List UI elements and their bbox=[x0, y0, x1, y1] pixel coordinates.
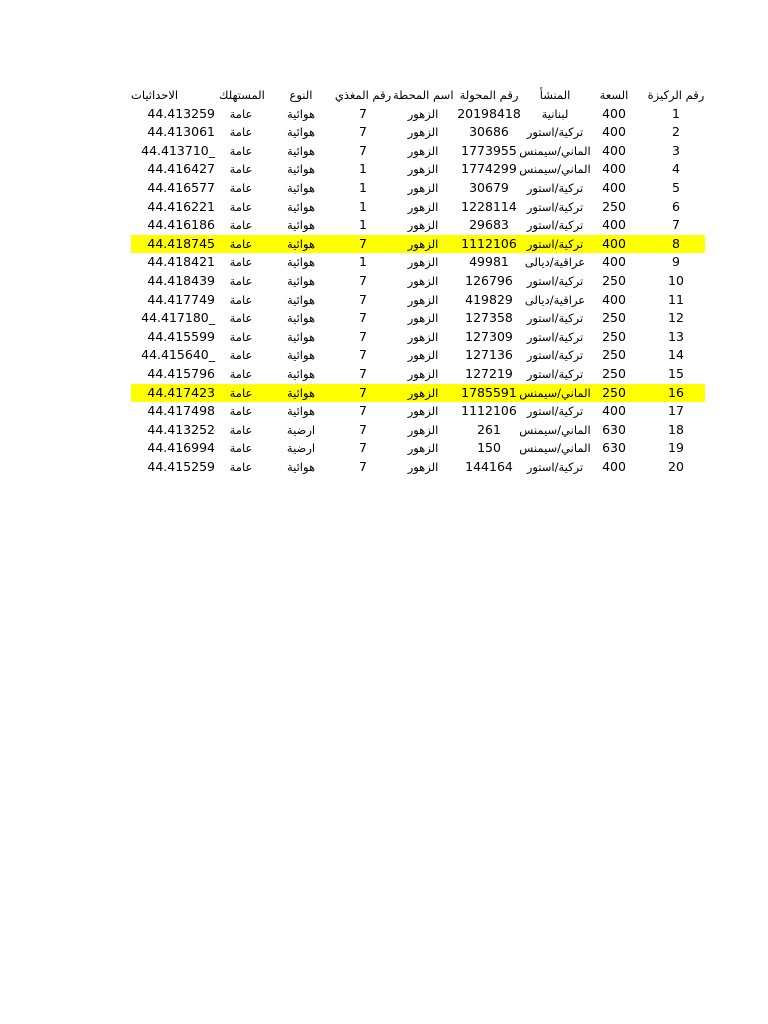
cell-feeder-number[interactable]: 1 bbox=[359, 161, 367, 177]
cell-station-name[interactable]: الزهور bbox=[407, 459, 439, 474]
cell-transformer-number[interactable]: 30686 bbox=[469, 124, 509, 140]
cell-capacity[interactable]: 400 bbox=[602, 235, 626, 251]
table-row bbox=[131, 216, 705, 235]
cell-transformer-number[interactable]: 1773955 bbox=[461, 142, 517, 158]
cell-station-name[interactable]: الزهور bbox=[407, 292, 439, 307]
cell-station-name[interactable]: الزهور bbox=[407, 218, 439, 233]
table-row bbox=[131, 160, 705, 179]
cell-type[interactable]: هوائية bbox=[286, 404, 316, 419]
cell-capacity[interactable]: 630 bbox=[602, 440, 626, 456]
cell-coordinates[interactable]: 44.413252 bbox=[147, 421, 215, 437]
cell-coordinates[interactable]: 44.413061 bbox=[147, 124, 215, 140]
cell-station-name[interactable]: الزهور bbox=[407, 422, 439, 437]
table-row bbox=[131, 198, 705, 217]
cell-pole-number[interactable]: 4 bbox=[672, 161, 680, 177]
cell-station-name[interactable]: الزهور bbox=[407, 162, 439, 177]
cell-station-name[interactable]: الزهور bbox=[407, 404, 439, 419]
cell-coordinates[interactable]: 44.418439 bbox=[147, 272, 215, 288]
cell-consumer[interactable]: عامة bbox=[229, 162, 253, 177]
cell-feeder-number[interactable]: 7 bbox=[359, 384, 367, 400]
cell-origin[interactable]: تركية/استور bbox=[526, 273, 584, 288]
cell-origin[interactable]: لبنانية bbox=[541, 106, 569, 121]
cell-coordinates[interactable]: 44.417749 bbox=[147, 291, 215, 307]
cell-station-name[interactable]: الزهور bbox=[407, 329, 439, 344]
cell-type[interactable]: هوائية bbox=[286, 348, 316, 363]
cell-origin[interactable]: تركية/استور bbox=[526, 199, 584, 214]
cell-feeder-number[interactable]: 1 bbox=[359, 217, 367, 233]
cell-transformer-number[interactable]: 1112106 bbox=[461, 403, 517, 419]
cell-pole-number[interactable]: 17 bbox=[668, 403, 684, 419]
cell-coordinates[interactable]: 44.417498 bbox=[147, 403, 215, 419]
cell-pole-number[interactable]: 13 bbox=[668, 328, 684, 344]
cell-pole-number[interactable]: 18 bbox=[668, 421, 684, 437]
cell-capacity[interactable]: 250 bbox=[602, 328, 626, 344]
cell-transformer-number[interactable]: 127219 bbox=[465, 365, 513, 381]
cell-consumer[interactable]: عامة bbox=[229, 311, 253, 326]
cell-consumer[interactable]: عامة bbox=[229, 143, 253, 158]
table-row bbox=[131, 439, 705, 458]
cell-type[interactable]: ارضية bbox=[286, 422, 316, 437]
cell-consumer[interactable]: عامة bbox=[229, 366, 253, 381]
cell-feeder-number[interactable]: 7 bbox=[359, 124, 367, 140]
cell-origin[interactable]: عراقية/ديالى bbox=[524, 255, 586, 270]
cell-station-name[interactable]: الزهور bbox=[407, 125, 439, 140]
cell-capacity[interactable]: 250 bbox=[602, 272, 626, 288]
cell-pole-number[interactable]: 3 bbox=[672, 142, 680, 158]
header-feeder-number[interactable]: رقم المغذي bbox=[334, 88, 392, 102]
cell-type[interactable]: هوائية bbox=[286, 366, 316, 381]
cell-origin[interactable]: عراقية/ديالى bbox=[524, 292, 586, 307]
table-row bbox=[131, 142, 705, 161]
cell-pole-number[interactable]: 14 bbox=[668, 347, 684, 363]
table-row bbox=[131, 291, 705, 310]
cell-type[interactable]: هوائية bbox=[286, 199, 316, 214]
cell-origin[interactable]: تركية/استور bbox=[526, 366, 584, 381]
header-station-name[interactable]: اسم المحطة bbox=[393, 88, 454, 102]
cell-station-name[interactable]: الزهور bbox=[407, 106, 439, 121]
cell-consumer[interactable]: عامة bbox=[229, 236, 253, 251]
cell-capacity[interactable]: 630 bbox=[602, 421, 626, 437]
cell-consumer[interactable]: عامة bbox=[229, 218, 253, 233]
cell-origin[interactable]: الماني/سيمنس bbox=[519, 162, 591, 177]
cell-coordinates[interactable]: 44.416427 bbox=[147, 161, 215, 177]
cell-coordinates[interactable]: 44.415796 bbox=[147, 365, 215, 381]
cell-feeder-number[interactable]: 7 bbox=[359, 105, 367, 121]
cell-consumer[interactable]: عامة bbox=[229, 385, 253, 400]
cell-consumer[interactable]: عامة bbox=[229, 441, 253, 456]
cell-capacity[interactable]: 400 bbox=[602, 161, 626, 177]
cell-transformer-number[interactable]: 1228114 bbox=[461, 198, 517, 214]
cell-origin[interactable]: تركية/استور bbox=[526, 218, 584, 233]
cell-capacity[interactable]: 400 bbox=[602, 179, 626, 195]
cell-coordinates[interactable]: 44.415599 bbox=[147, 328, 215, 344]
cell-feeder-number[interactable]: 7 bbox=[359, 347, 367, 363]
cell-consumer[interactable]: عامة bbox=[229, 422, 253, 437]
cell-transformer-number[interactable]: 1774299 bbox=[461, 161, 517, 177]
cell-pole-number[interactable]: 1 bbox=[672, 105, 680, 121]
cell-coordinates[interactable]: 44.413259 bbox=[147, 105, 215, 121]
cell-pole-number[interactable]: 2 bbox=[672, 124, 680, 140]
table-row bbox=[131, 253, 705, 272]
cell-type[interactable]: هوائية bbox=[286, 273, 316, 288]
table-row bbox=[131, 328, 705, 347]
cell-pole-number[interactable]: 7 bbox=[672, 217, 680, 233]
cell-origin[interactable]: تركية/استور bbox=[526, 404, 584, 419]
cell-coordinates[interactable]: 44.418421 bbox=[147, 254, 215, 270]
cell-feeder-number[interactable]: 7 bbox=[359, 272, 367, 288]
cell-consumer[interactable]: عامة bbox=[229, 125, 253, 140]
header-type[interactable]: النوع bbox=[289, 88, 313, 102]
cell-type[interactable]: هوائية bbox=[286, 125, 316, 140]
cell-type[interactable]: هوائية bbox=[286, 236, 316, 251]
table-row bbox=[131, 365, 705, 384]
cell-capacity[interactable]: 400 bbox=[602, 403, 626, 419]
cell-capacity[interactable]: 400 bbox=[602, 217, 626, 233]
table-row bbox=[131, 179, 705, 198]
cell-origin[interactable]: الماني/سيمنس bbox=[519, 143, 591, 158]
cell-capacity[interactable]: 400 bbox=[602, 105, 626, 121]
header-row bbox=[131, 86, 705, 105]
cell-consumer[interactable]: عامة bbox=[229, 199, 253, 214]
cell-station-name[interactable]: الزهور bbox=[407, 255, 439, 270]
table-row bbox=[131, 346, 705, 365]
cell-consumer[interactable]: عامة bbox=[229, 459, 253, 474]
cell-origin[interactable]: تركية/استور bbox=[526, 459, 584, 474]
cell-feeder-number[interactable]: 7 bbox=[359, 328, 367, 344]
cell-station-name[interactable]: الزهور bbox=[407, 348, 439, 363]
cell-station-name[interactable]: الزهور bbox=[407, 180, 439, 195]
cell-origin[interactable]: تركية/استور bbox=[526, 236, 584, 251]
cell-transformer-number[interactable]: 144164 bbox=[465, 458, 513, 474]
cell-capacity[interactable]: 400 bbox=[602, 291, 626, 307]
cell-type[interactable]: هوائية bbox=[286, 218, 316, 233]
cell-transformer-number[interactable]: 127136 bbox=[465, 347, 513, 363]
header-origin[interactable]: المنشأ bbox=[539, 88, 571, 102]
cell-feeder-number[interactable]: 7 bbox=[359, 291, 367, 307]
cell-station-name[interactable]: الزهور bbox=[407, 199, 439, 214]
cell-transformer-number[interactable]: 49981 bbox=[469, 254, 509, 270]
cell-capacity[interactable]: 250 bbox=[602, 198, 626, 214]
header-transformer-number[interactable]: رقم المحولة bbox=[459, 88, 519, 102]
cell-origin[interactable]: تركية/استور bbox=[526, 348, 584, 363]
cell-pole-number[interactable]: 8 bbox=[672, 235, 680, 251]
cell-station-name[interactable]: الزهور bbox=[407, 236, 439, 251]
cell-feeder-number[interactable]: 7 bbox=[359, 440, 367, 456]
cell-capacity[interactable]: 250 bbox=[602, 310, 626, 326]
cell-pole-number[interactable]: 19 bbox=[668, 440, 684, 456]
table-row bbox=[131, 421, 705, 440]
cell-consumer[interactable]: عامة bbox=[229, 329, 253, 344]
cell-transformer-number[interactable]: 126796 bbox=[465, 272, 513, 288]
cell-origin[interactable]: تركية/استور bbox=[526, 311, 584, 326]
cell-pole-number[interactable]: 12 bbox=[668, 310, 684, 326]
cell-pole-number[interactable]: 16 bbox=[668, 384, 684, 400]
cell-feeder-number[interactable]: 7 bbox=[359, 458, 367, 474]
cell-type[interactable]: هوائية bbox=[286, 143, 316, 158]
cell-consumer[interactable]: عامة bbox=[229, 404, 253, 419]
cell-coordinates[interactable]: 44.417423 bbox=[147, 384, 215, 400]
table-body bbox=[131, 105, 705, 477]
cell-capacity[interactable]: 400 bbox=[602, 254, 626, 270]
cell-feeder-number[interactable]: 7 bbox=[359, 421, 367, 437]
cell-capacity[interactable]: 250 bbox=[602, 365, 626, 381]
cell-feeder-number[interactable]: 7 bbox=[359, 310, 367, 326]
cell-transformer-number[interactable]: 30679 bbox=[469, 179, 509, 195]
cell-capacity[interactable]: 400 bbox=[602, 124, 626, 140]
table-row bbox=[131, 309, 705, 328]
cell-coordinates[interactable]: 44.415259 bbox=[147, 458, 215, 474]
cell-type[interactable]: هوائية bbox=[286, 292, 316, 307]
cell-pole-number[interactable]: 11 bbox=[668, 291, 684, 307]
cell-pole-number[interactable]: 20 bbox=[668, 458, 684, 474]
cell-origin[interactable]: تركية/استور bbox=[526, 125, 584, 140]
cell-feeder-number[interactable]: 1 bbox=[359, 254, 367, 270]
cell-transformer-number[interactable]: 419829 bbox=[465, 291, 513, 307]
cell-transformer-number[interactable]: 127358 bbox=[465, 310, 513, 326]
cell-transformer-number[interactable]: 127309 bbox=[465, 328, 513, 344]
cell-consumer[interactable]: عامة bbox=[229, 348, 253, 363]
cell-coordinates[interactable]: 44.418745 bbox=[147, 235, 215, 251]
cell-pole-number[interactable]: 15 bbox=[668, 365, 684, 381]
cell-transformer-number[interactable]: 261 bbox=[477, 421, 501, 437]
cell-transformer-number[interactable]: 1112106 bbox=[461, 235, 517, 251]
table-row bbox=[131, 402, 705, 421]
cell-transformer-number[interactable]: 20198418 bbox=[457, 105, 521, 121]
spreadsheet-table bbox=[131, 86, 705, 476]
cell-capacity[interactable]: 250 bbox=[602, 384, 626, 400]
cell-transformer-number[interactable]: 29683 bbox=[469, 217, 509, 233]
cell-type[interactable]: هوائية bbox=[286, 459, 316, 474]
cell-coordinates[interactable]: 44.416577 bbox=[147, 179, 215, 195]
cell-origin[interactable]: الماني/سيمنس bbox=[519, 441, 591, 456]
cell-pole-number[interactable]: 10 bbox=[668, 272, 684, 288]
cell-consumer[interactable]: عامة bbox=[229, 273, 253, 288]
cell-coordinates[interactable]: 44.417180_ bbox=[141, 310, 215, 326]
cell-type[interactable]: هوائية bbox=[286, 106, 316, 121]
cell-consumer[interactable]: عامة bbox=[229, 255, 253, 270]
cell-feeder-number[interactable]: 7 bbox=[359, 142, 367, 158]
cell-pole-number[interactable]: 6 bbox=[672, 198, 680, 214]
table-row bbox=[131, 235, 705, 254]
cell-feeder-number[interactable]: 1 bbox=[359, 198, 367, 214]
cell-capacity[interactable]: 400 bbox=[602, 458, 626, 474]
cell-station-name[interactable]: الزهور bbox=[407, 441, 439, 456]
cell-coordinates[interactable]: 44.416221 bbox=[147, 198, 215, 214]
cell-station-name[interactable]: الزهور bbox=[407, 385, 439, 400]
cell-station-name[interactable]: الزهور bbox=[407, 366, 439, 381]
cell-capacity[interactable]: 250 bbox=[602, 347, 626, 363]
cell-origin[interactable]: الماني/سيمنس bbox=[519, 422, 591, 437]
table-row bbox=[131, 384, 705, 403]
cell-transformer-number[interactable]: 150 bbox=[477, 440, 501, 456]
cell-consumer[interactable]: عامة bbox=[229, 180, 253, 195]
header-pole-number[interactable]: رقم الركيزة bbox=[647, 88, 705, 102]
header-consumer[interactable]: المستهلك bbox=[219, 88, 265, 102]
table-row bbox=[131, 272, 705, 291]
cell-type[interactable]: هوائية bbox=[286, 255, 316, 270]
cell-origin[interactable]: تركية/استور bbox=[526, 329, 584, 344]
cell-origin[interactable]: تركية/استور bbox=[526, 180, 584, 195]
cell-coordinates[interactable]: 44.415640_ bbox=[141, 347, 215, 363]
cell-capacity[interactable]: 400 bbox=[602, 142, 626, 158]
cell-coordinates[interactable]: 44.413710_ bbox=[141, 142, 215, 158]
cell-feeder-number[interactable]: 7 bbox=[359, 403, 367, 419]
header-capacity[interactable]: السعة bbox=[599, 88, 629, 102]
table-row bbox=[131, 105, 705, 124]
cell-feeder-number[interactable]: 7 bbox=[359, 235, 367, 251]
cell-type[interactable]: هوائية bbox=[286, 385, 316, 400]
cell-station-name[interactable]: الزهور bbox=[407, 273, 439, 288]
cell-consumer[interactable]: عامة bbox=[229, 292, 253, 307]
table-row bbox=[131, 458, 705, 477]
cell-pole-number[interactable]: 5 bbox=[672, 179, 680, 195]
cell-coordinates[interactable]: 44.416186 bbox=[147, 217, 215, 233]
cell-type[interactable]: هوائية bbox=[286, 162, 316, 177]
cell-consumer[interactable]: عامة bbox=[229, 106, 253, 121]
cell-type[interactable]: هوائية bbox=[286, 311, 316, 326]
cell-transformer-number[interactable]: 1785591 bbox=[461, 384, 517, 400]
header-coordinates[interactable]: الاحداثيات bbox=[131, 88, 179, 102]
cell-type[interactable]: هوائية bbox=[286, 329, 316, 344]
cell-type[interactable]: هوائية bbox=[286, 180, 316, 195]
cell-origin[interactable]: الماني/سيمنس bbox=[519, 385, 591, 400]
cell-feeder-number[interactable]: 7 bbox=[359, 365, 367, 381]
cell-coordinates[interactable]: 44.416994 bbox=[147, 440, 215, 456]
cell-feeder-number[interactable]: 1 bbox=[359, 179, 367, 195]
cell-pole-number[interactable]: 9 bbox=[672, 254, 680, 270]
table-row bbox=[131, 123, 705, 142]
cell-station-name[interactable]: الزهور bbox=[407, 143, 439, 158]
cell-station-name[interactable]: الزهور bbox=[407, 311, 439, 326]
cell-type[interactable]: ارضية bbox=[286, 441, 316, 456]
